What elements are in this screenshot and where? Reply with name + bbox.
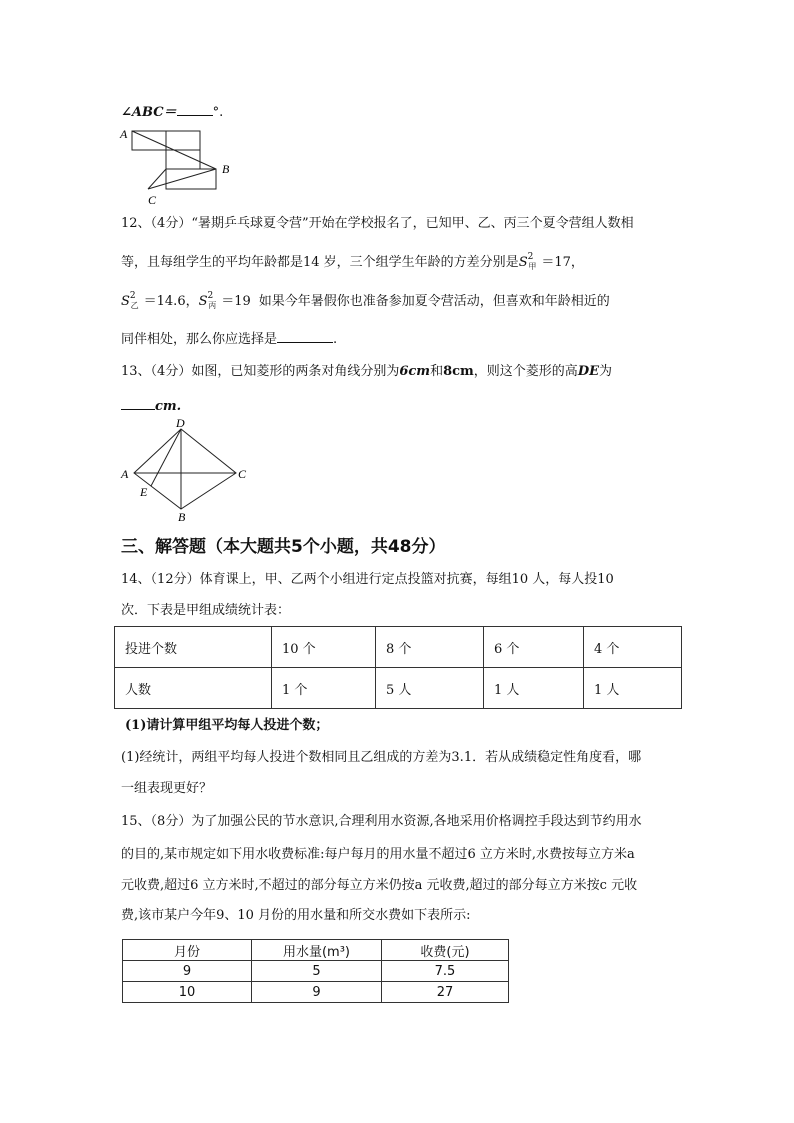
q12-text-2: 等，且每组学生的平均年龄都是14 岁，三个组学生年龄的方差分别是 [121, 255, 519, 270]
header-usage: 用水量(m³) [252, 940, 382, 961]
q15-water-table [122, 939, 509, 1003]
q13-text-1b: ，则这个菱形的高 [473, 364, 578, 379]
table-row [123, 982, 509, 1003]
header-month: 月份 [123, 940, 252, 961]
q14-part-1: (1)请计算甲组平均每人投进个数； [125, 718, 329, 733]
table-cell: 9 [252, 982, 382, 1003]
q14-text-1: 体育课上，甲、乙两个小组进行定点投篮对抗赛，每组10 人，每人投10 [199, 572, 614, 587]
q15-line-2: 的目的,某市规定如下用水收费标准:每户每月的用水量不超过6 立方米时,水费按每立方米a [121, 847, 635, 862]
section-title: 三、解答题（本大题共5个小题，共48分） [121, 537, 446, 557]
q12-answer-blank[interactable] [277, 329, 333, 343]
table-cell: 10 个 [272, 627, 376, 668]
table-cell: 1 个 [272, 668, 376, 709]
table-row [123, 961, 509, 982]
q14-line-1 [121, 570, 614, 590]
q15-number: 15、（8分） [121, 814, 192, 829]
q15-text-1: 为了加强公民的节水意识,合理利用水资源,各地采用价格调控手段达到节约用水 [191, 814, 642, 829]
q13-answer-blank[interactable] [121, 396, 155, 410]
variance-yi-value: ＝14.6， [143, 294, 199, 309]
q12-line-4 [121, 329, 337, 350]
table-cell: 8 个 [376, 627, 484, 668]
variance-bing-sup: 2 [207, 291, 214, 301]
table-cell: 27 [382, 982, 509, 1003]
variance-jia-sup: 2 [527, 252, 534, 262]
q13-text-1a: 如图，已知菱形的两条对角线分别为 [191, 364, 400, 379]
q12-line-2 [121, 253, 584, 274]
variance-yi-sub: 乙 [130, 301, 139, 310]
point-d-label: D [176, 416, 185, 430]
q15-line-4: 费,该市某户今年9、10 月份的用水量和所交水费如下表所示: [121, 908, 471, 923]
q12-line-1 [121, 214, 634, 234]
table-cell: 1 人 [584, 668, 682, 709]
q11-answer-line [121, 102, 223, 123]
table-cell: 4 个 [584, 627, 682, 668]
table-cell: 10 [123, 982, 252, 1003]
point-c-label: C [148, 193, 157, 207]
answer-blank[interactable] [177, 102, 213, 116]
q14-line-2 [121, 601, 290, 621]
angle-label: ∠ABC＝ [121, 105, 177, 120]
q13-number: 13、（4分） [121, 364, 192, 379]
height-de: DE [577, 364, 599, 379]
q12-period: . [333, 332, 338, 347]
table-cell: 5 [252, 961, 382, 982]
q13-rhombus-figure [118, 416, 248, 524]
diagonal-2: 8cm [443, 364, 474, 379]
q14-part-2b: 一组表现更好？ [121, 781, 213, 796]
header-fee: 收费(元) [382, 940, 509, 961]
variance-jia-sub: 甲 [528, 262, 537, 271]
q14-score-table [114, 626, 682, 709]
q15-line-3: 元收费,超过6 立方米时,不超过的部分每立方米仍按a 元收费,超过的部分每立方米按c 元收 [121, 878, 638, 893]
variance-bing-symbol: S [198, 294, 208, 309]
q13-unit: cm. [155, 399, 182, 414]
table-cell: 1 人 [484, 668, 584, 709]
variance-jia-value: ＝17， [541, 255, 584, 270]
q11-figure [118, 126, 238, 208]
point-c2-label: C [238, 467, 247, 481]
point-b-label: B [222, 162, 230, 176]
q12-text-1: “暑期乒乓球夏令营”开始在学校报名了，已知甲、乙、丙三个夏令营组人数相 [191, 216, 634, 231]
diagonal-1: 6cm [399, 364, 431, 379]
variance-bing-sub: 丙 [208, 301, 217, 310]
table-cell: 6 个 [484, 627, 584, 668]
table-header-row [123, 940, 509, 961]
variance-bing-value: ＝19 [221, 294, 251, 309]
variance-yi-symbol: S [121, 294, 130, 309]
table-cell: 9 [123, 961, 252, 982]
table-row [115, 668, 682, 709]
variance-jia-symbol: S [518, 255, 528, 270]
table-row [115, 627, 682, 668]
q12-line-3 [121, 292, 610, 313]
q14-text-2: 次．下表是甲组成绩统计表： [121, 603, 291, 618]
table-cell: 人数 [115, 668, 272, 709]
q13-line-1 [121, 362, 612, 382]
point-e-label: E [140, 485, 148, 499]
q12-text-3: 如果今年暑假你也准备参加夏令营活动，但喜欢和年龄相近的 [258, 294, 610, 309]
point-a-label: A [120, 127, 128, 141]
table-cell: 7.5 [382, 961, 509, 982]
point-b2-label: B [178, 510, 186, 524]
q13-line-2 [121, 396, 181, 417]
point-a2-label: A [121, 467, 129, 481]
q14-part-2a: (1)经统计，两组平均每人投进个数相同且乙组成的方差为3.1．若从成绩稳定性角度看，哪 [121, 750, 642, 765]
q12-number: 12、（4分） [121, 216, 192, 231]
q12-text-4: 同伴相处，那么你应选择是 [121, 332, 278, 347]
q13-text-1c: 为 [599, 364, 613, 379]
q14-number: 14、（12分） [121, 572, 200, 587]
degree-unit: °. [212, 105, 224, 120]
table-cell: 5 人 [376, 668, 484, 709]
variance-yi-sup: 2 [129, 291, 136, 301]
q13-and: 和 [430, 364, 444, 379]
q15-line-1 [121, 812, 642, 832]
table-cell: 投进个数 [115, 627, 272, 668]
